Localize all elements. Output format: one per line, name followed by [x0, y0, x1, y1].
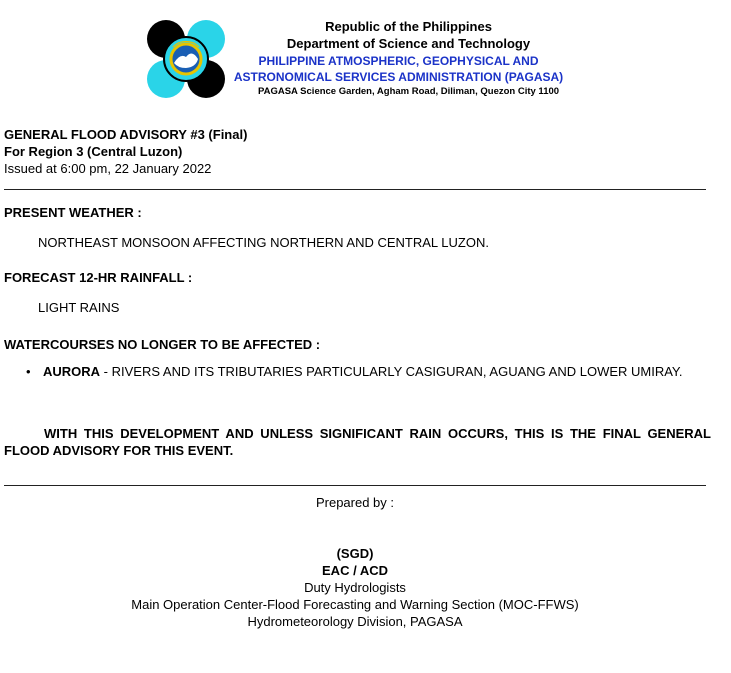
forecast-heading: FORECAST 12-HR RAINFALL :	[4, 270, 193, 285]
signature-sgd: (SGD)	[336, 546, 374, 561]
agency-name-line1: PHILIPPINE ATMOSPHERIC, GEOPHYSICAL AND	[258, 53, 539, 68]
bullet-icon: •	[26, 364, 31, 379]
signature-initials: EAC / ACD	[322, 563, 388, 578]
department-name: Department of Science and Technology	[286, 35, 531, 51]
letterhead	[0, 19, 731, 99]
prepared-by: Prepared by :	[315, 495, 395, 510]
watercourses-heading: WATERCOURSES NO LONGER TO BE AFFECTED :	[4, 337, 321, 352]
signature-block	[0, 545, 710, 630]
agency-address: PAGASA Science Garden, Agham Road, Diliman, Quezon City 1100	[257, 86, 560, 98]
divider-bottom	[4, 485, 706, 486]
present-weather-text: NORTHEAST MONSOON AFFECTING NORTHERN AND CENTRAL LUZON.	[38, 235, 489, 250]
watercourse-detail: - RIVERS AND ITS TRIBUTARIES PARTICULARLY CASIGURAN, AGUANG AND LOWER UMIRAY.	[100, 364, 683, 379]
final-note: WITH THIS DEVELOPMENT AND UNLESS SIGNIFICANT RAIN OCCURS, THIS IS THE FINAL GENERAL FLOOD ADVISORY FOR THIS EVENT.	[4, 426, 711, 458]
agency-name-line2: ASTRONOMICAL SERVICES ADMINISTRATION (PAGASA)	[233, 69, 564, 84]
watercourse-name: AURORA	[43, 364, 101, 379]
list-item	[26, 363, 686, 380]
forecast-text: LIGHT RAINS	[38, 300, 120, 315]
present-weather-heading: PRESENT WEATHER :	[4, 205, 142, 220]
signature-division: Hydrometeorology Division, PAGASA	[247, 614, 463, 629]
advisory-title-block	[4, 126, 247, 177]
signature-role: Duty Hydrologists	[304, 580, 406, 595]
country-name: Republic of the Philippines	[325, 19, 492, 34]
final-note-block	[4, 425, 711, 459]
advisory-region: For Region 3 (Central Luzon)	[4, 144, 183, 159]
advisory-issued: Issued at 6:00 pm, 22 January 2022	[4, 161, 212, 176]
advisory-title: GENERAL FLOOD ADVISORY #3 (Final)	[4, 127, 248, 142]
signature-section: Main Operation Center-Flood Forecasting and Warning Section (MOC-FFWS)	[131, 597, 579, 612]
divider-top	[4, 189, 706, 190]
